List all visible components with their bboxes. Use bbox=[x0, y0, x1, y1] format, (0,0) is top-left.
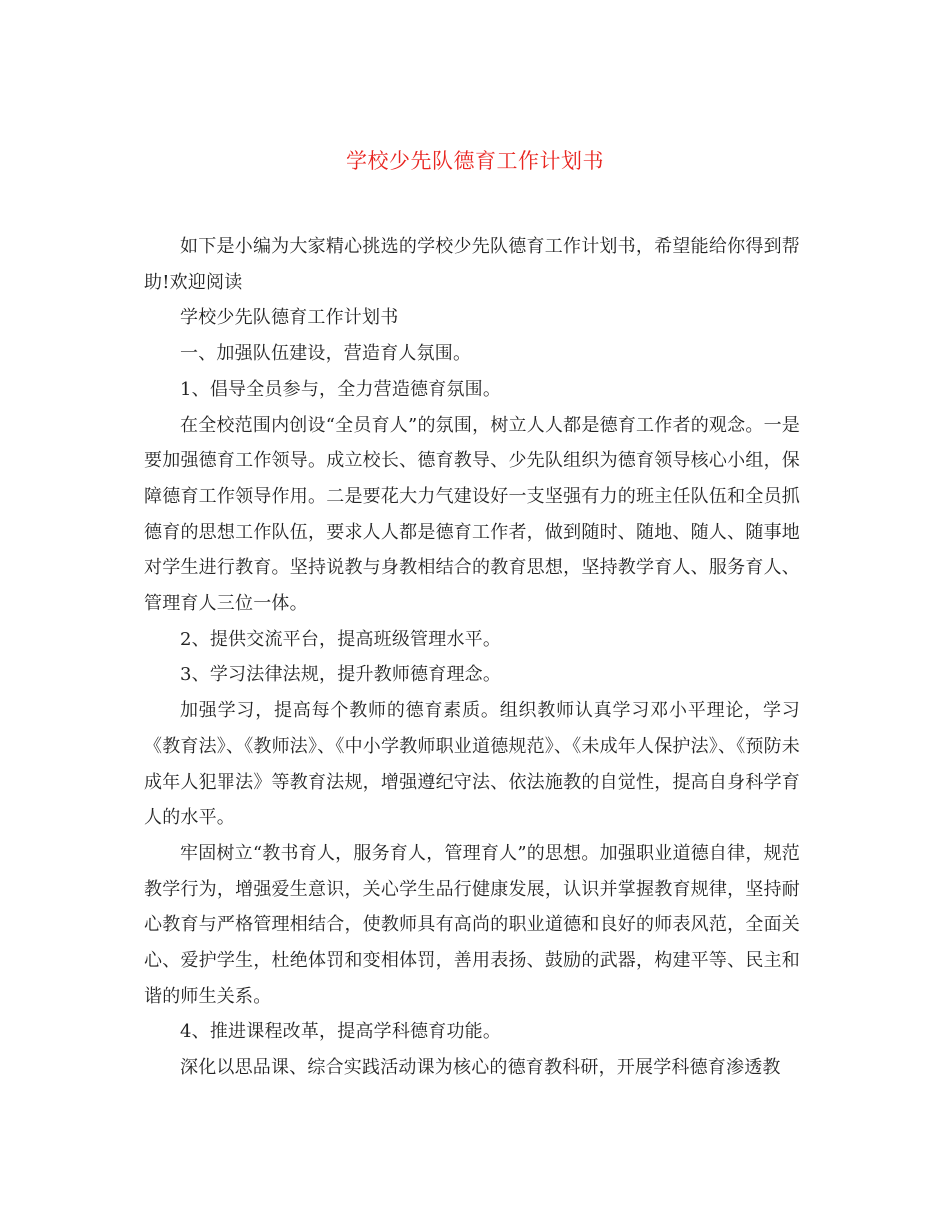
paragraph-body-3: 牢固树立“教书育人，服务育人，管理育人”的思想。加强职业道德自律，规范教学行为，增强爱生意识，关心学生品行健康发展，认识并掌握教育规律，坚持耐心教育与严格管理相结合，使教师具有高尚的职业道德和良好的师表风范，全面关心、爱护学生，杜绝体罚和变相体罚，善用表扬、鼓励的武器，构建平等、民主和谐的师生关系。 bbox=[144, 842, 800, 1007]
paragraph-intro: 如下是小编为大家精心挑选的学校少先队德育工作计划书，希望能给你得到帮助!欢迎阅读 bbox=[144, 236, 800, 293]
subheading-3: 3、学习法律法规，提升教师德育理念。 bbox=[180, 664, 502, 686]
paragraph-body-2: 加强学习，提高每个教师的德育素质。组织教师认真学习邓小平理论，学习《教育法》、《教师法》、《中小学教师职业道德规范》、《未成年人保护法》、《预防未成年人犯罪法》等教育法规，增强遵纪守法、依法施教的自觉性，提高自身科学育人的水平。 bbox=[144, 700, 800, 829]
section-heading-1: 一、加强队伍建设，营造育人氛围。 bbox=[180, 343, 472, 365]
paragraph-subtitle: 学校少先队德育工作计划书 bbox=[180, 307, 399, 329]
subheading-1: 1、倡导全员参与，全力营造德育氛围。 bbox=[180, 378, 502, 400]
document-body bbox=[144, 229, 800, 1086]
subheading-2: 2、提供交流平台，提高班级管理水平。 bbox=[180, 628, 502, 650]
paragraph-body-1: 在全校范围内创设“全员育人”的氛围，树立人人都是德育工作者的观念。一是要加强德育工作领导。成立校长、德育教导、少先队组织为德育领导核心小组，保障德育工作领导作用。二是要花大力气建设好一支坚强有力的班主任队伍和全员抓德育的思想工作队伍，要求人人都是德育工作者，做到随时、随地、随人、随事地对学生进行教育。坚持说教与身教相结合的教育思想，坚持教学育人、服务育人、管理育人三位一体。 bbox=[144, 414, 800, 615]
subheading-4: 4、推进课程改革，提高学科德育功能。 bbox=[180, 1021, 502, 1043]
paragraph-body-4: 深化以思品课、综合实践活动课为核心的德育教科研，开展学科德育渗透教 bbox=[180, 1057, 781, 1079]
document-title: 学校少先队德育工作计划书 bbox=[346, 149, 604, 173]
